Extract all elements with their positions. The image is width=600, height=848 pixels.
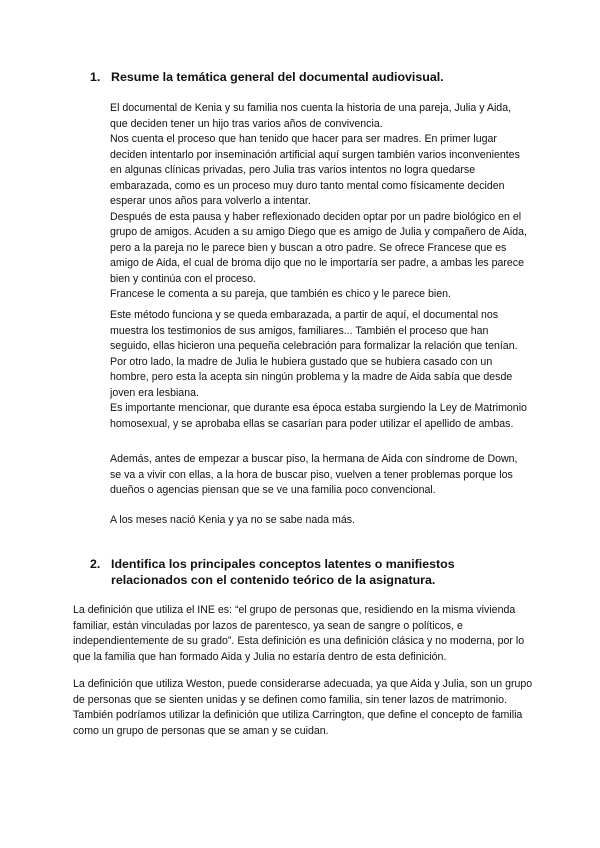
- paragraph: Después de esta pausa y haber reflexionado deciden optar por un padre biológico en el grupo de amigos. Acuden a su amigo Diego que es amigo de Julia y compañero de Aida, pero a la pareja no le parece bien y buscan a otro padre. Se ofrece Francese que es amigo de Aida, el cual de broma dijo que no le importaría ser padre, a ambas les parece bien y continúa con el proceso.: [110, 210, 527, 285]
- section-1-title: Resume la temática general del documental audiovisual.: [111, 70, 444, 84]
- section-1-group-3: [110, 452, 530, 499]
- section-1-number: 1.: [90, 70, 101, 84]
- paragraph: Nos cuenta el proceso que han tenido que hacer para ser madres. En primer lugar deciden intentarlo por inseminación artificial aquí surgen también varios inconvenientes en algunas clínicas privadas, pero Julia tras varios intentos no logra quedarse embarazada, como es un proceso muy duro tanto mental como físicamente deciden esperar unos años para volverlo a intentar.: [110, 133, 520, 207]
- paragraph: También podríamos utilizar la definición que utiliza Carrington, que define el concepto de familia como un grupo de personas que se aman y se cuidan.: [73, 709, 523, 737]
- paragraph: El documental de Kenia y su familia nos cuenta la historia de una pareja, Julia y Aida, que deciden tener un hijo tras varios años de convivencia.: [110, 102, 512, 130]
- paragraph: A los meses nació Kenia y ya no se sabe nada más.: [110, 514, 355, 526]
- section-2-number: 2.: [90, 557, 101, 571]
- paragraph: La definición que utiliza el INE es: “el grupo de personas que, residiendo en la misma vivienda familiar, están vinculadas por lazos de parentesco, ya sean de sangre o políticos, e independientemente de su grado”. Esta definición es una definición clásica y no moderna, por lo que la familia que han formado Aida y Julia no estaría dentro de esta definición.: [73, 604, 525, 663]
- section-1-heading: [90, 70, 531, 86]
- section-2-group-1: [73, 603, 533, 665]
- paragraph: Francese le comenta a su pareja, que también es chico y le parece bien.: [110, 288, 451, 300]
- section-1-group-4: [110, 513, 530, 529]
- section-1-group-2: [110, 308, 530, 432]
- section-2-heading: [90, 557, 531, 588]
- paragraph: Además, antes de empezar a buscar piso, la hermana de Aida con síndrome de Down, se va a vivir con ellas, a la hora de buscar piso, vuelven a tener problemas porque los dueños o agencias piensan que se ve una familia poco convencional.: [110, 453, 518, 496]
- section-1-group-1: [110, 101, 530, 303]
- paragraph: La definición que utiliza Weston, puede considerarse adecuada, ya que Aida y Julia, son un grupo de personas que se sienten unidas y se definen como familia, sin tener lazos de matrimonio.: [73, 678, 533, 706]
- section-2-group-2: [73, 677, 533, 739]
- paragraph: Este método funciona y se queda embarazada, a partir de aquí, el documental nos muestra los testimonios de sus amigos, familiares... También el proceso que han seguido, ellas hicieron una pequeña celebración para formalizar la relación que tenían. Por otro lado, la madre de Julia le hubiera gustado que se hubiera casado con un hombre, pero esta la acepta sin ningún problema y la madre de Aida sabía que desde joven era lesbiana.: [110, 309, 518, 399]
- section-2-title: Identifica los principales conceptos latentes o manifiestos relacionados con el contenido teórico de la asignatura.: [111, 557, 455, 587]
- paragraph: Es importante mencionar, que durante esa época estaba surgiendo la Ley de Matrimonio homosexual, y se aprobaba ellas se casarían para poder utilizar el apellido de ambas.: [110, 402, 527, 430]
